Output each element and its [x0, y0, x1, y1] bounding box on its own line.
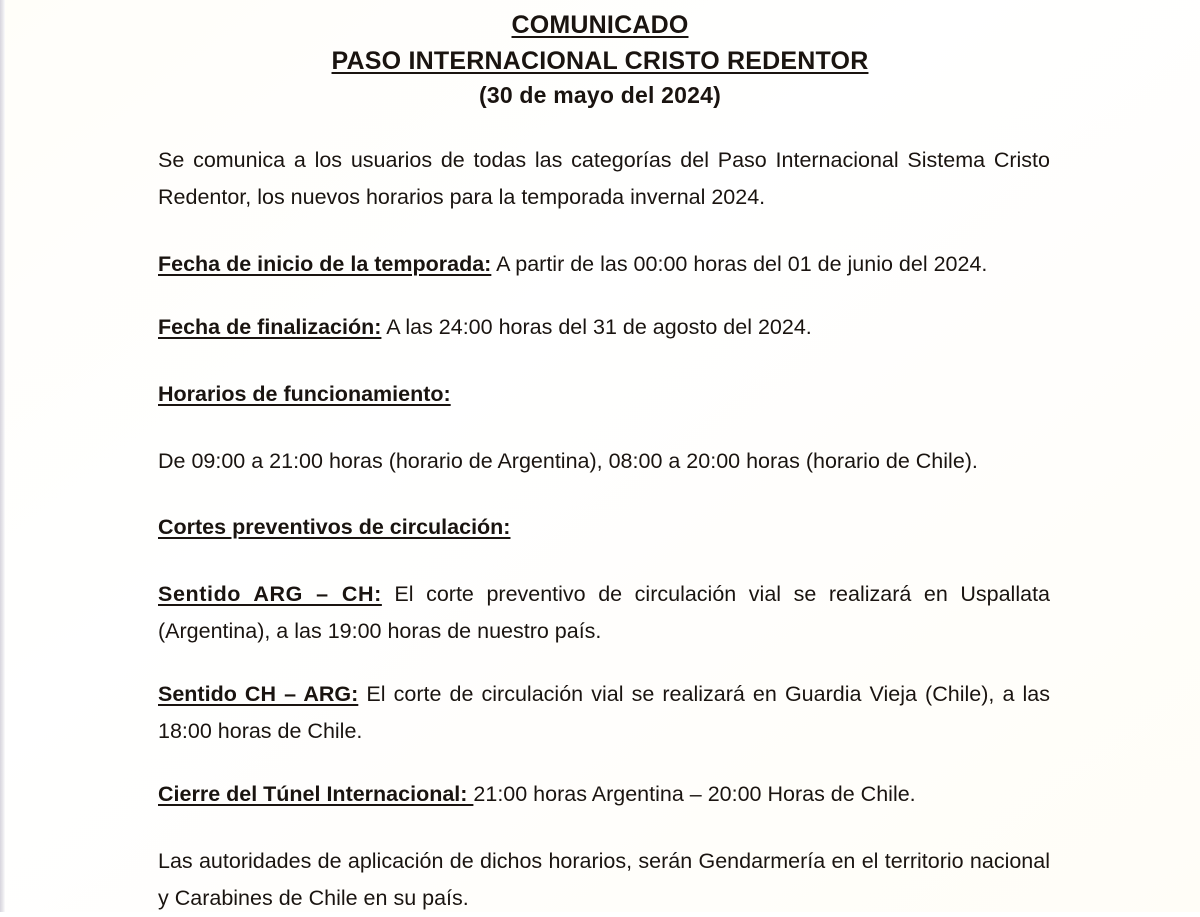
- cut-arg-ch-paragraph: [158, 576, 1050, 650]
- season-end-text: A las 24:00 horas del 31 de agosto del 2024.: [381, 314, 812, 339]
- operating-hours-heading: [158, 376, 1050, 413]
- season-start-label: Fecha de inicio de la temporada:: [158, 251, 492, 276]
- cut-ch-arg-text: El corte de circulación vial se realizará en Guardia Vieja (Chile), a las 18:00 horas de Chile.: [158, 682, 1050, 744]
- document-title-comunicado: COMUNICADO: [511, 11, 689, 39]
- cut-ch-arg-label: Sentido CH – ARG:: [158, 682, 359, 707]
- tunnel-closure-text: 21:00 horas Argentina – 20:00 Horas de Chile.: [473, 782, 916, 807]
- document-title-line-2: [0, 44, 1200, 80]
- cut-ch-arg-paragraph: [158, 676, 1050, 750]
- tunnel-closure-label: Cierre del Túnel Internacional:: [158, 782, 474, 807]
- scan-edge-artifact: [0, 0, 5, 912]
- document-title-line-1: [0, 8, 1200, 44]
- cut-arg-ch-label: Sentido ARG – CH:: [158, 582, 382, 607]
- preventive-cuts-label: Cortes preventivos de circulación:: [158, 515, 511, 540]
- document-body: [0, 112, 1200, 917]
- operating-hours-label: Horarios de funcionamiento:: [158, 381, 451, 406]
- intro-paragraph: Se comunica a los usuarios de todas las categorías del Paso Internacional Sistema Cristo Redentor, los nuevos horarios para la temporada invernal 2024.: [158, 147, 1050, 209]
- season-start-paragraph: [158, 246, 1050, 283]
- document-title-paso: PASO INTERNACIONAL CRISTO REDENTOR: [331, 46, 869, 75]
- document-header: [0, 0, 1200, 112]
- closing-paragraph: Las autoridades de aplicación de dichos horarios, serán Gendarmería en el territorio nacional y Carabines de Chile en su país.: [158, 849, 1050, 911]
- document-date: (30 de mayo del 2024): [479, 82, 721, 108]
- operating-hours-text: De 09:00 a 21:00 horas (horario de Argentina), 08:00 a 20:00 horas (horario de Chile).: [158, 448, 978, 473]
- season-end-paragraph: [158, 309, 1050, 346]
- cut-arg-ch-text: El corte preventivo de circulación vial se realizará en Uspallata (Argentina), a las 19:00 horas de nuestro país.: [158, 582, 1050, 644]
- tunnel-closure-paragraph: [158, 776, 1050, 813]
- season-end-label: Fecha de finalización:: [158, 314, 382, 339]
- preventive-cuts-heading: [158, 509, 1050, 546]
- season-start-text: A partir de las 00:00 horas del 01 de junio del 2024.: [491, 251, 988, 276]
